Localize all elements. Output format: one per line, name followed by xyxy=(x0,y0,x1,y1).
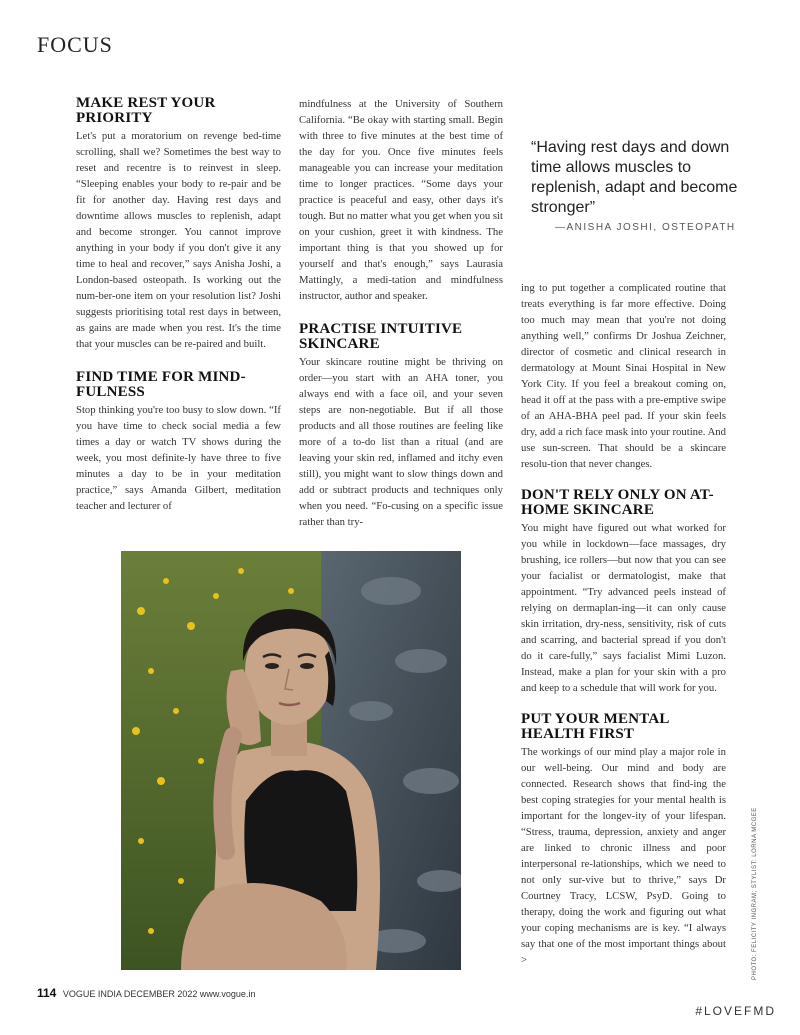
heading-at-home: DON'T RELY ONLY ON AT-HOME SKINCARE xyxy=(521,487,714,518)
heading-mindfulness: FIND TIME FOR MIND-FULNESS xyxy=(76,369,246,400)
body-skincare-cont: ing to put together a complicated routine that treats everything is far more effective. Doing too much may mean that you're not doing anything well,” confirms Dr Joshua Zeichner, director of cosmetic and clinical research in dermatology at Mount Sinai Hospital in New York City. If you feel a breakout coming on, head it off at the pass with a pre-emptive swipe of an AHA-BHA peel pad. If your skin feels dry, add a rich face mask into your routine. And use sun-screen. That should be a skincare resolu-tion that never changes. xyxy=(521,282,726,470)
pull-quote-attribution: —ANISHA JOSHI, OSTEOPATH xyxy=(555,222,736,233)
body-mindfulness-cont: mindfulness at the University of Southern California. “Be okay with starting small. Begin with three to five minutes at the best time of the day for you. Once five minutes feels manageable you can increase your meditation time to longer practices. “Some days your practice is peaceful and easy, other days it's tough. But no matter what you get when you sit on your cushion, greet it with kindness. The important thing is that you showed up for yourself and that's enough,” says Laurasia Mattingly, a medi-tation and mindfulness instructor, author and speaker. xyxy=(299,98,503,302)
pull-quote: “Having rest days and down time allows muscles to replenish, adapt and become stronger” xyxy=(531,139,738,216)
hashtag-watermark: #LOVEFMD xyxy=(695,1004,776,1018)
section-tag: FOCUS xyxy=(37,32,113,57)
photo-credit: PHOTO: FELICITY INGRAM; STYLIST: LORNA MCGEE xyxy=(752,807,758,980)
portrait-photo xyxy=(121,551,461,970)
heading-mental-health: PUT YOUR MENTAL HEALTH FIRST xyxy=(521,711,669,742)
portrait-illustration xyxy=(121,551,461,970)
page-number: 114 xyxy=(37,986,57,1000)
footer-text: VOGUE INDIA DECEMBER 2022 www.vogue.in xyxy=(62,989,256,999)
column-3 xyxy=(521,280,726,968)
body-skincare: Your skincare routine might be thriving on order—you start with an AHA toner, you always end with a face oil, and your seven steps are non-negotiable. But if all those products and all those routines are feeling like more of a to-do list than a ritual (and are leaving your skin red, inflamed and itchy even still), you might want to slow things down and add or subtract products and techniques only when you need. “Fo-cusing on a specific issue rather than try- xyxy=(299,356,503,528)
footer xyxy=(37,986,255,1000)
body-at-home: You might have figured out what worked for you while in lockdown—face massages, dry brushing, ice rollers—but now that you can see your facialist or dermatologist, make that appointment. “Try advanced peels instead of relying on dermaplan-ing—it can only cause skin irritation, dry-ness, sensitivity, risk of cuts and scarring, and bacterial spread if you don't do it care-fully,” says facialist Mimi Luzon. Instead, make a plan for your skin with a pro and keep to a schedule that will work for you. xyxy=(521,522,726,694)
heading-rest: MAKE REST YOUR PRIORITY xyxy=(76,95,216,126)
body-rest: Let's put a moratorium on revenge bed-time scrolling, shall we? Sometimes the best way to reset and recentre is to reinvest in sleep. “Sleeping enables your body to re-pair and be fit for another day. Having rest days and downtime allows muscles to replenish, adapt and become stronger. You cannot improve anything in your body if you don't give it any time to heal and recover,” says Anisha Joshi, a London-based osteopath. Is working out the num-ber-one item on your resolution list? Joshi suggests prioritising total rest days in between, as gains are made when you rest. It's the time that your muscles can be re-paired and built. xyxy=(76,130,281,350)
heading-skincare: PRACTISE INTUITIVE SKINCARE xyxy=(299,321,463,352)
column-2 xyxy=(299,96,503,530)
body-mindfulness: Stop thinking you're too busy to slow down. “If you have time to check social media a few times a day or watch TV shows during the week, you most definite-ly have three to five minutes a day to be in your meditation practice,” says Amanda Gilbert, meditation teacher and lecturer of xyxy=(76,404,281,512)
column-1 xyxy=(76,96,281,514)
body-mental-health: The workings of our mind play a major role in our well-being. Our mind and body are connected. Research shows that find-ing the best coping strategies for your mental health is important for the longev-ity of your lifespan. “Stress, trauma, depression, anxiety and anger are linked to chronic illness and poor interpersonal re-lationships, which we need to not only sur-vive but to thrive,” says Dr Courtney Tracy, LCSW, PsyD. Going to therapy, doing the work and figuring out what your coping mechanisms are is key. “I always say that one of the most important things about > xyxy=(521,746,726,966)
